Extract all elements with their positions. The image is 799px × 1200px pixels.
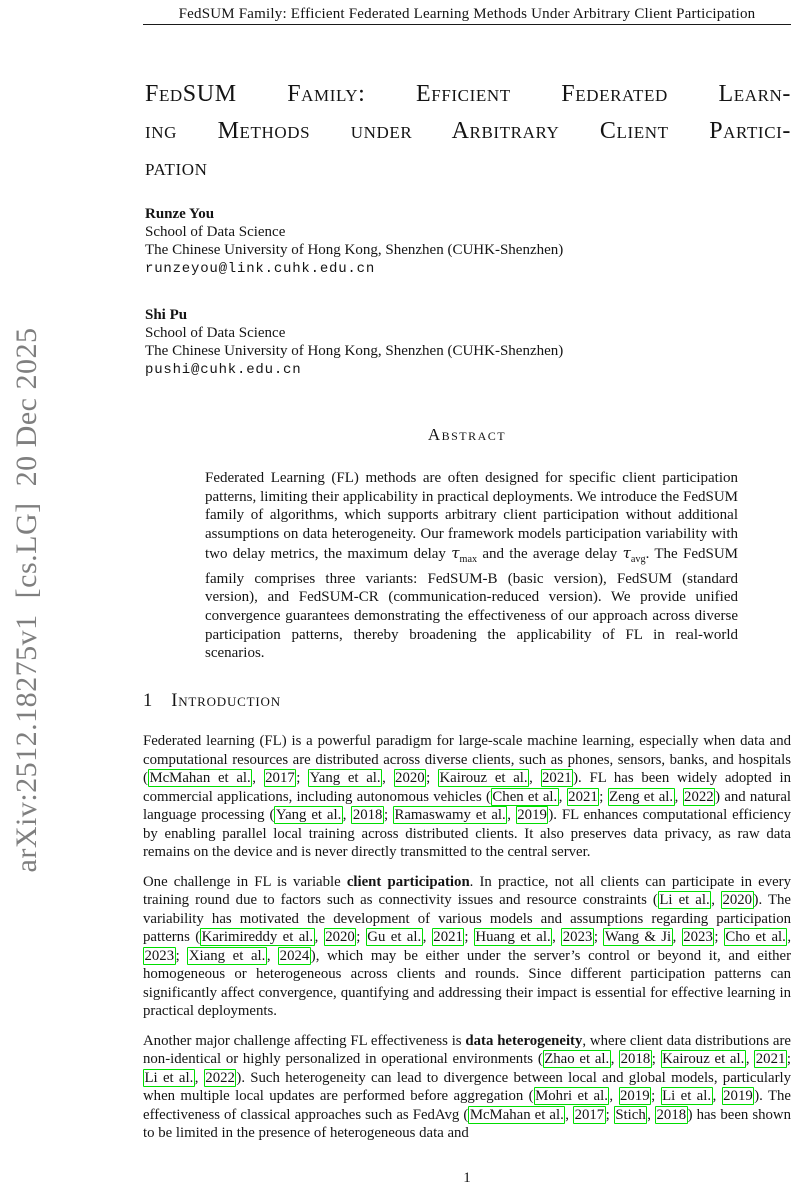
citation-link[interactable]: 2023 (144, 947, 175, 964)
citation-link[interactable]: 2020 (722, 892, 753, 908)
author-affiliation: School of Data Science (145, 224, 286, 240)
section-title: Introduction (171, 691, 281, 711)
tau-delay-symbol: $\tau_{max}$ (451, 543, 478, 565)
intro-paragraph-2: One challenge in FL is variable client participation. In practice, not all clients can participate in every training round due to factors such as connectivity issues and resource constraints ( Li et al. , 2020 ). The variability has motivated the development of various models and assumptions regarding participation patterns ( Karimireddy et al. , 2020 ; Gu et al. , 2021 ; Huang et al. , 2023 ; Wang & Ji , 2023 ; Cho et al. , 2023 ; Xiang et al. , 2024 ), which may be either under the server’s control or beyond it, and either homogeneous or heterogeneous across clients and rounds. Since different participation patterns can significantly affect convergence, quantifying and addressing their impact is essential for effective learning in practical deployments. (143, 873, 792, 1019)
citation-link[interactable]: 2020 (395, 770, 425, 786)
intro-paragraph-1: Federated learning (FL) is a powerful paradigm for large-scale machine learning, especially when data and computational resources are distributed across diverse clients, such as phones, sensors, banks, and hospitals ( McMahan et al. , 2017 ; Yang et al. , 2020 ; Kairouz et al. , 2021 ). FL has been widely adopted in commercial applications, including autonomous vehicles ( Chen et al. , 2021 ; Zeng et al. , 2022 ) and natural language processing ( Yang et al. , 2018 ; Ramaswamy et al. , 2019 ). FL enhances computational efficiency by enabling parallel local training across distributed clients. It also preserves data privacy, as raw data remains on the device and is never directly transmitted to the central server. (143, 733, 792, 860)
citation-link[interactable]: Zhao et al. (544, 1051, 610, 1067)
citation-link[interactable]: 2019 (723, 1088, 753, 1104)
citation-link[interactable]: 2022 (684, 788, 714, 805)
content-column (143, 0, 791, 1200)
running-header: FedSUM Family: Efficient Federated Learning Methods Under Arbitrary Client Participation (178, 6, 756, 22)
citation-link[interactable]: Kairouz et al. (662, 1051, 745, 1067)
citation-link[interactable]: 2023 (683, 929, 713, 945)
section-number: 1 (143, 691, 153, 711)
citation-link[interactable]: 2017 (574, 1106, 605, 1123)
citation-link[interactable]: Kairouz et al. (439, 770, 528, 786)
citation-link[interactable]: 2024 (279, 947, 310, 964)
citation-link[interactable]: 2022 (205, 1069, 235, 1086)
citation-link[interactable]: 2021 (755, 1051, 786, 1067)
citation-link[interactable]: 2018 (656, 1106, 687, 1123)
author-name: Runze You (145, 206, 215, 222)
citation-link[interactable]: 2019 (620, 1088, 650, 1104)
author-email: pushi@cuhk.edu.cn (145, 362, 302, 378)
arxiv-watermark: arXiv:2512.18275v1 [cs.LG] 20 Dec 2025 (10, 327, 43, 873)
citation-link[interactable]: Cho et al. (725, 929, 786, 945)
abstract-heading: Abstract (427, 425, 507, 444)
citation-link[interactable]: 2020 (325, 929, 355, 945)
citation-link[interactable]: Li et al. (662, 1088, 712, 1104)
citation-link[interactable]: 2023 (562, 929, 593, 945)
author-block-1 (145, 205, 791, 278)
author-name: Shi Pu (145, 307, 188, 323)
tau-delay-symbol: $\tau_{avg}$ (622, 543, 646, 565)
bold-term: data heterogeneity (465, 1032, 583, 1049)
author-affiliation: School of Data Science (145, 325, 286, 341)
header-rule (143, 24, 791, 25)
citation-link[interactable]: 2018 (620, 1051, 651, 1067)
citation-link[interactable]: Yang et al. (275, 807, 342, 823)
citation-link[interactable]: Xiang et al. (188, 947, 266, 964)
bold-term: client participation (346, 873, 470, 890)
citation-link[interactable]: McMahan et al. (149, 770, 251, 786)
citation-link[interactable]: Li et al. (659, 892, 710, 908)
citation-link[interactable]: Zeng et al. (609, 788, 674, 805)
citation-link[interactable]: Ramaswamy et al. (394, 807, 506, 823)
citation-link[interactable]: 2021 (542, 770, 572, 786)
title-line-2: ing Methods under Arbitrary Client Partici- (145, 118, 791, 144)
author-affiliation: The Chinese University of Hong Kong, Shenzhen (CUHK-Shenzhen) (145, 343, 564, 359)
author-affiliation: The Chinese University of Hong Kong, Shenzhen (CUHK-Shenzhen) (145, 242, 564, 258)
citation-link[interactable]: 2019 (517, 807, 547, 823)
citation-link[interactable]: 2018 (352, 807, 383, 823)
citation-link[interactable]: Mohri et al. (535, 1088, 608, 1104)
abstract-body: Federated Learning (FL) methods are often designed for specific client participation patterns, limiting their applicability in practical deployments. We introduce the FedSUM family of algorithms, which supports arbitrary client participation without additional assumptions on data heterogeneity. Our framework models participation variability with two delay metrics, the maximum delay $\tau_{max}$ and the average delay $\tau_{avg}$. The FedSUM family comprises three variants: FedSUM-B (basic version), FedSUM (standard version), and FedSUM-CR (communication-reduced version). We provide unified convergence guarantees demonstrating the effectiveness of our approach across diverse participation patterns, thereby broadening the applicability of FL in real-world scenarios. (205, 470, 739, 662)
citation-link[interactable]: 2021 (433, 929, 463, 945)
citation-link[interactable]: Wang & Ji (604, 929, 672, 945)
author-email: runzeyou@link.cuhk.edu.cn (145, 261, 376, 277)
citation-link[interactable]: Stich (615, 1106, 646, 1123)
introduction-section (143, 691, 791, 1154)
citation-link[interactable]: Chen et al. (492, 788, 558, 805)
citation-link[interactable]: Karimireddy et al. (201, 929, 314, 945)
citation-link[interactable]: 2017 (265, 770, 295, 786)
paper-title (145, 76, 791, 187)
citation-link[interactable]: 2021 (568, 788, 598, 805)
title-line-1: FedSUM Family: Efficient Federated Learn- (145, 81, 791, 107)
author-block-2 (145, 306, 791, 379)
citation-link[interactable]: McMahan et al. (469, 1106, 564, 1123)
title-line-3: pation (145, 155, 208, 181)
citation-link[interactable]: Li et al. (144, 1069, 194, 1086)
intro-paragraph-3: Another major challenge affecting FL effectiveness is data heterogeneity, where client data distributions are non-identical or highly personalized in operational environments ( Zhao et al. , 2018 ; Kairouz et al. , 2021 ; Li et al. , 2022 ). Such heterogeneity can lead to divergence between local and global models, particularly when multiple local updates are performed before aggregation ( Mohri et al. , 2019 ; Li et al. , 2019 ). The effectiveness of classical approaches such as FedAvg ( McMahan et al. , 2017 ; Stich , 2018 ) has been shown to be limited in the presence of heterogeneous data and (143, 1032, 792, 1141)
section-heading (143, 691, 791, 712)
citation-link[interactable]: Yang et al. (309, 770, 381, 786)
page-number: 1 (463, 1170, 471, 1186)
citation-link[interactable]: Gu et al. (367, 929, 422, 945)
citation-link[interactable]: Huang et al. (475, 929, 551, 945)
